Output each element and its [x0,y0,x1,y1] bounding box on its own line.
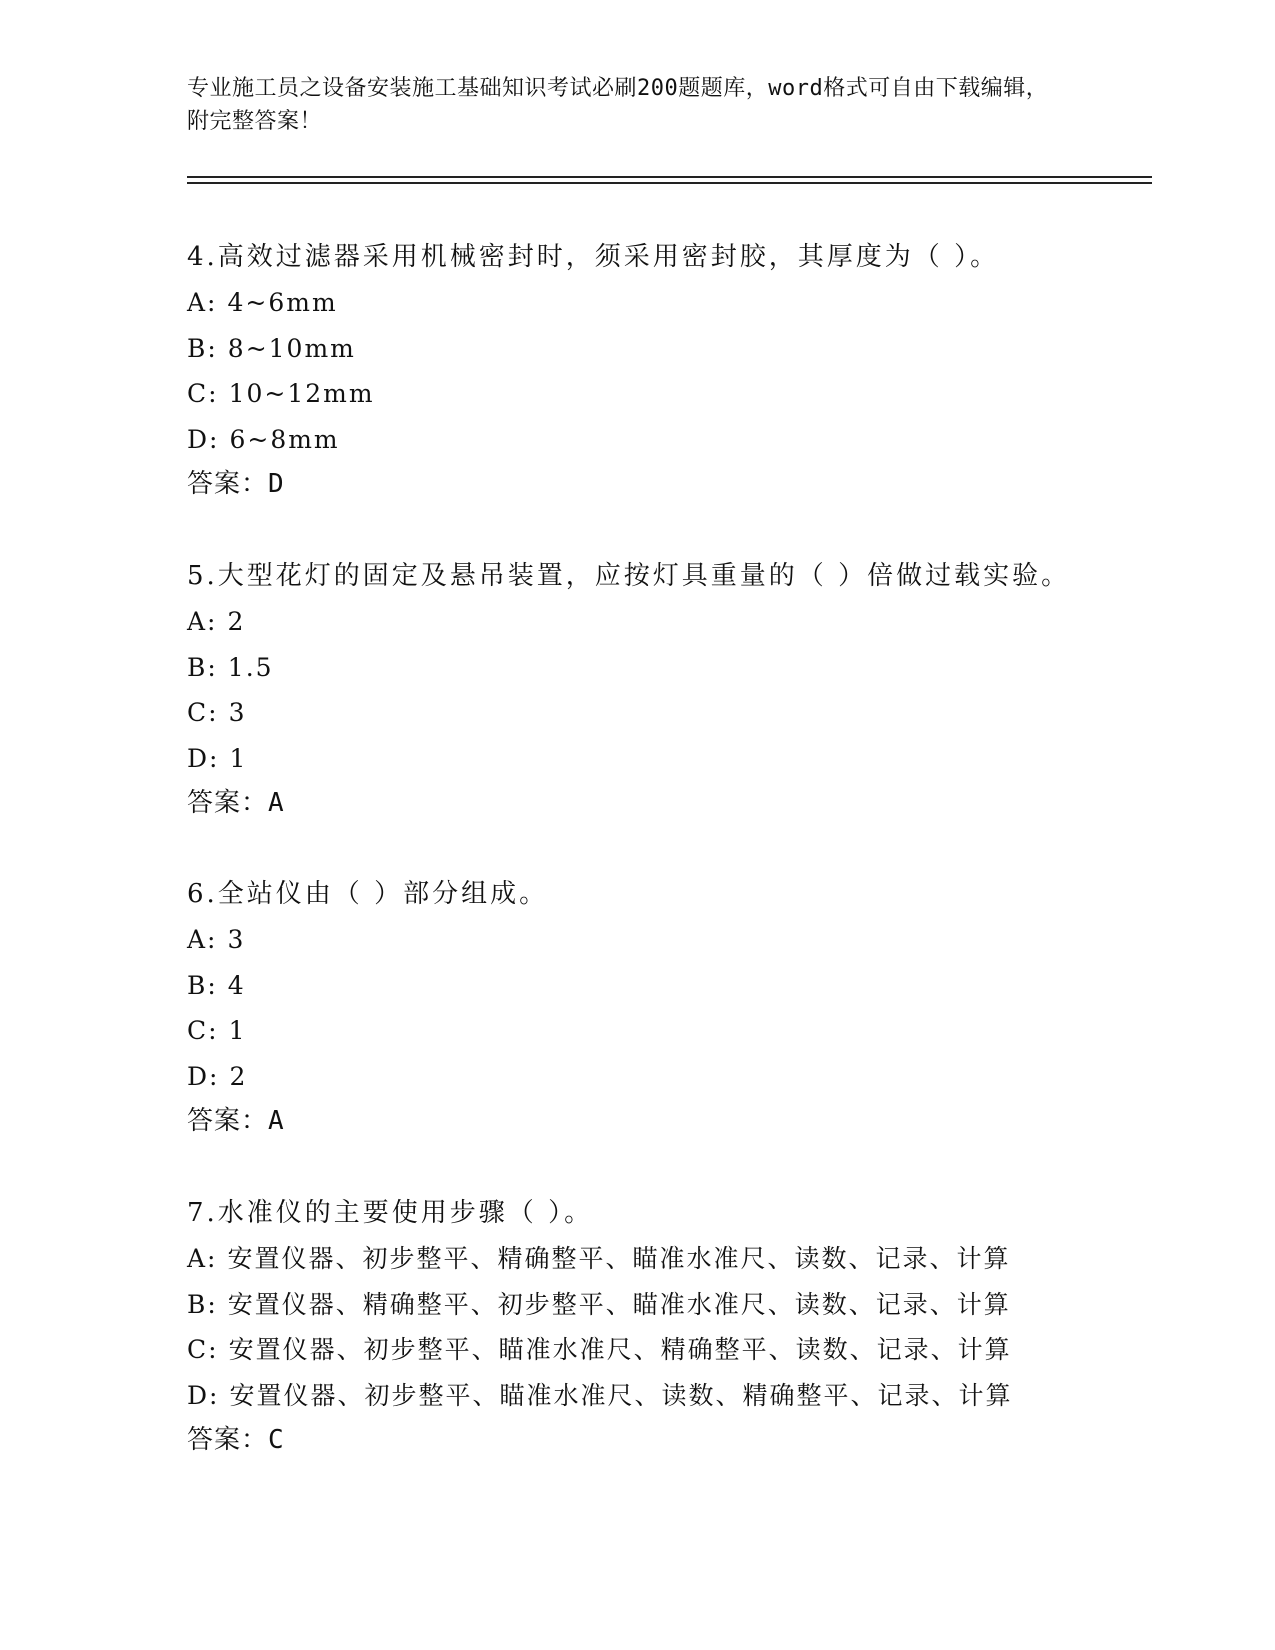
option-letter: B: [187,652,218,682]
option-b [187,963,1147,1009]
option-text: 安置仪器、初步整平、瞄准水准尺、精确整平、读数、记录、计算 [228,1335,1012,1364]
option-d [187,417,1147,463]
question-stem: 4.高效过滤器采用机械密封时，须采用密封胶，其厚度为（ ）。 [187,242,1000,272]
option-c [187,371,1147,417]
option-a [187,1236,1147,1282]
option-letter: C: [187,1016,219,1045]
option-letter: C: [187,698,219,727]
header-divider-top [187,176,1152,178]
option-text: 1 [228,1016,247,1045]
option-text: 2 [229,1061,248,1091]
option-text: 8~10mm [227,333,356,363]
option-text: 10~12mm [228,379,375,408]
option-c [187,690,1147,736]
option-text: 安置仪器、精确整平、初步整平、瞄准水准尺、读数、记录、计算 [227,1289,1011,1319]
option-text: 1.5 [227,652,274,682]
option-a [187,280,1147,326]
document-header: 专业施工员之设备安装施工基础知识考试必刷200题题库，word格式可自由下载编辑，附完整答案！ [187,76,1049,134]
option-a [187,917,1147,963]
answer-key: 答案：D [187,469,285,499]
option-letter: A: [187,1244,218,1273]
option-letter: B: [187,1289,218,1319]
option-d [187,1054,1147,1100]
option-a [187,599,1147,645]
option-letter: A: [187,607,218,636]
option-letter: A: [187,288,218,317]
header-divider-bottom [187,182,1152,184]
question-4 [187,234,1147,506]
question-stem: 5.大型花灯的固定及悬吊装置，应按灯具重量的（ ）倍做过载实验。 [187,561,1071,591]
option-letter: A: [187,925,218,954]
question-5 [187,553,1147,825]
option-text: 4 [227,970,246,1000]
option-text: 3 [227,925,246,954]
option-c [187,1008,1147,1054]
option-text: 4~6mm [227,288,338,317]
option-text: 1 [229,743,248,773]
option-text: 安置仪器、初步整平、精确整平、瞄准水准尺、读数、记录、计算 [227,1244,1011,1273]
option-c [187,1327,1147,1373]
option-text: 安置仪器、初步整平、瞄准水准尺、读数、精确整平、记录、计算 [229,1380,1013,1410]
option-b [187,1282,1147,1328]
answer-key: 答案：C [187,1425,285,1455]
option-b [187,645,1147,691]
question-stem: 6.全站仪由（ ）部分组成。 [187,879,549,909]
option-letter: B: [187,970,218,1000]
answer-key: 答案：A [187,1106,285,1136]
answer-key: 答案：A [187,788,285,818]
option-letter: B: [187,333,218,363]
question-stem: 7.水准仪的主要使用步骤（ ）。 [187,1198,594,1228]
option-letter: D: [187,1380,220,1410]
option-b [187,326,1147,372]
option-text: 3 [228,698,247,727]
question-6 [187,871,1147,1143]
option-letter: C: [187,1335,219,1364]
option-letter: D: [187,1061,220,1091]
option-text: 6~8mm [229,424,340,454]
option-letter: C: [187,379,219,408]
question-7 [187,1190,1147,1462]
option-d [187,1373,1147,1419]
option-d [187,736,1147,782]
option-text: 2 [227,607,246,636]
option-letter: D: [187,743,220,773]
option-letter: D: [187,424,220,454]
